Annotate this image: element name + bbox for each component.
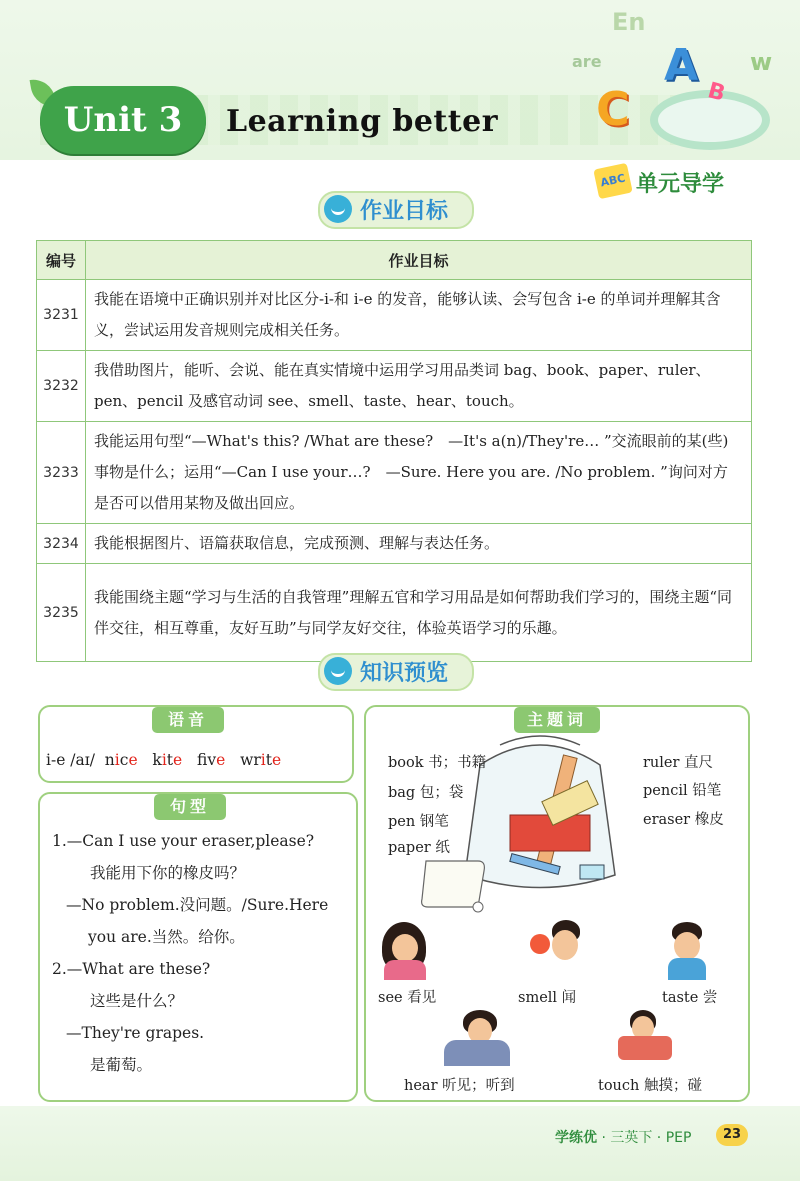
vocab-tag: 主题词: [514, 707, 600, 733]
phonics-word: write: [240, 751, 282, 769]
vocab-book: book 书；书籍: [388, 755, 487, 771]
phonics-word: fve: [196, 751, 226, 769]
abc-book-icon: ABC: [593, 163, 632, 199]
table-row: [37, 564, 752, 662]
desk-icon: [618, 1036, 672, 1060]
phonics-line: [46, 745, 346, 776]
vocab-eraser: eraser 橡皮: [643, 812, 724, 828]
goal-text: 我能根据图片、语篇获取信息，完成预测、理解与表达任务。: [86, 524, 752, 564]
col-goal-header: 作业目标: [86, 241, 752, 280]
table-row: [37, 351, 752, 422]
vocab-bag: bag 包；袋: [388, 785, 464, 801]
vocab-pen: pen 钢笔: [388, 814, 449, 830]
goal-code: 3233: [37, 422, 86, 524]
flower-icon: [530, 934, 550, 954]
goal-text: 我借助图片，能听、会说、能在真实情境中运用学习用品类词 bag、book、paper、ruler、pen、pencil 及感官动词 see、smell、taste、hear、touch。: [86, 351, 752, 422]
pattern-line: 我能用下你的橡皮吗？: [90, 864, 246, 882]
goal-text: 我能运用句型“—What's this? /What are these? —It's a(n)/They're… ”交流眼前的某(些)事物是什么；运用“—Can I use your…? —Sure. Here you are. /No problem. ”询问对方是否可以借用某物及做出回应。: [86, 422, 752, 524]
goal-text: 我能围绕主题“学习与生活的自我管理”理解五官和学习用品是如何帮助我们学习的，围绕主题“同伴交往，相互尊重，友好互助”与同学友好交往，体验英语学习的乐趣。: [86, 564, 752, 662]
goals-table: [36, 240, 752, 662]
patterns-tag: 句型: [154, 794, 226, 820]
phonics-sound: i-e /aɪ/: [46, 751, 95, 769]
vocab-taste: taste 尝: [662, 990, 718, 1006]
goal-code: 3232: [37, 351, 86, 422]
deco-b: B: [705, 78, 728, 107]
smiley-icon: [324, 195, 352, 223]
girl-see-figure: [392, 934, 418, 962]
table-row: [37, 422, 752, 524]
goal-code: 3234: [37, 524, 86, 564]
deco-a: A: [664, 40, 699, 91]
unit-label: Unit 3: [40, 86, 206, 154]
deco-c: C: [596, 82, 630, 136]
pattern-line: —They're grapes.: [66, 1024, 205, 1042]
phonics-word: nice: [104, 751, 138, 769]
deco-are: are: [572, 52, 602, 71]
pattern-line: 这些是什么？: [90, 992, 184, 1010]
deco-en: En: [612, 8, 646, 36]
vocab-paper: paper 纸: [388, 840, 450, 856]
vocab-see: see 看见: [378, 990, 437, 1006]
goal-text: 我能在语境中正确识别并对比区分-i-和 i-e 的发音，能够认读、会写包含 i-e 的单词并理解其含义，尝试运用发音规则完成相关任务。: [86, 280, 752, 351]
boy-smell-figure: [552, 930, 578, 960]
boy-hear-body: [444, 1040, 510, 1066]
goal-code: 3235: [37, 564, 86, 662]
knowledge-section-title: 知识预览: [360, 661, 449, 686]
boy-taste-body: [668, 958, 706, 980]
goals-section-title: 作业目标: [360, 199, 449, 224]
unit-title: Learning better: [226, 104, 499, 139]
phonics-tag: 语音: [152, 707, 224, 733]
pattern-line: you are.当然。给你。: [88, 928, 245, 946]
paper-illustration: [418, 855, 492, 915]
phonics-word: kite: [152, 751, 183, 769]
table-row: [37, 524, 752, 564]
unit-guide-label: 单元导学: [636, 172, 725, 197]
table-header-row: [37, 241, 752, 280]
page-number: 23: [716, 1124, 748, 1146]
vocab-smell: smell 闻: [518, 990, 577, 1006]
vocab-ruler: ruler 直尺: [643, 755, 714, 771]
deco-w: w: [750, 48, 773, 76]
bag-handle: [500, 736, 580, 745]
pattern-line: 是葡萄。: [90, 1056, 153, 1074]
col-code-header: 编号: [37, 241, 86, 280]
eraser-icon: [580, 865, 604, 879]
pattern-line: 1.—Can I use your eraser,please?: [52, 832, 315, 850]
vocab-hear: hear 听见；听到: [404, 1078, 515, 1094]
footer-book-info: 学练优 · 三英下 · PEP: [555, 1130, 692, 1146]
table-row: [37, 280, 752, 351]
goal-code: 3231: [37, 280, 86, 351]
pattern-line: 2.—What are these?: [52, 960, 211, 978]
girl-see-body: [384, 960, 426, 980]
smiley-icon: [324, 657, 352, 685]
vocab-pencil: pencil 铅笔: [643, 783, 722, 799]
boy-taste-figure: [674, 932, 700, 960]
vocab-touch: touch 触摸；碰: [598, 1078, 702, 1094]
pattern-line: —No problem.没问题。/Sure.Here: [66, 896, 329, 914]
